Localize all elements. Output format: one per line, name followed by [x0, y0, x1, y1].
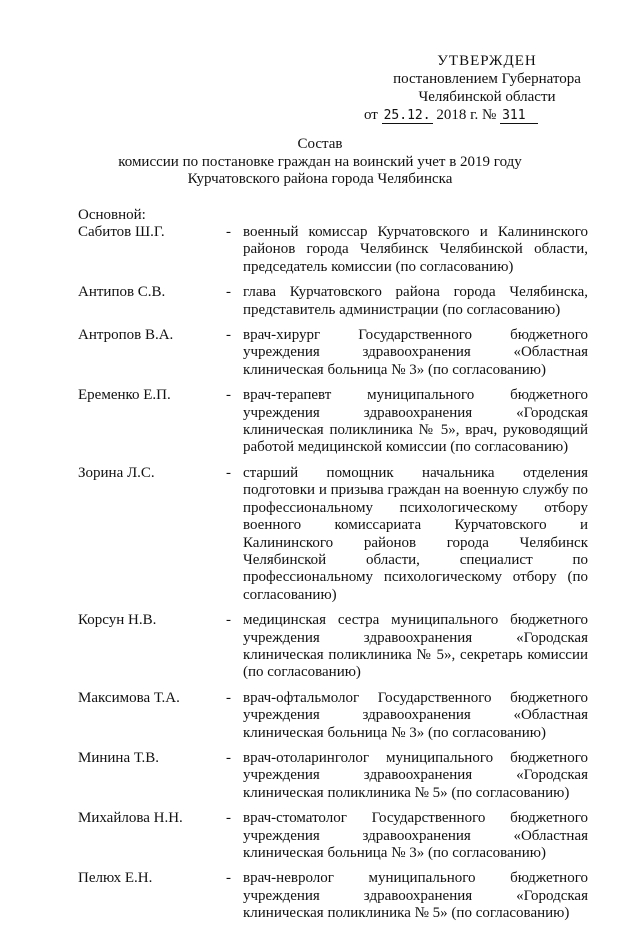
- approval-line-2: Челябинской области: [418, 89, 556, 105]
- section-label: Основной:: [78, 207, 146, 223]
- approval-title: УТВЕРЖДЕН: [437, 53, 537, 69]
- approval-date-line: [364, 106, 620, 124]
- member-description: врач-терапевт муниципального бюджетного учреждения здравоохранения «Городская клиническая поликлиника № 5», врач, руководящий работой медицинской комиссии (по согласованию): [243, 387, 588, 456]
- member-dash: -: [226, 612, 231, 629]
- member-description: врач-хирург Государственного бюджетного учреждения здравоохранения «Областная клиническая больница № 3» (по согласованию): [243, 327, 588, 378]
- member-name: Пелюх Е.Н.: [78, 870, 153, 887]
- title-line-2: комиссии по постановке граждан на воинский учет в 2019 году: [118, 153, 522, 170]
- member-name: Еременко Е.П.: [78, 387, 171, 404]
- member-description: врач-офтальмолог Государственного бюджетного учреждения здравоохранения «Областная клиническая больница № 3» (по согласованию): [243, 689, 588, 741]
- member-description: медицинская сестра муниципального бюджетного учреждения здравоохранения «Городская клиническая поликлиника № 5», секретарь комиссии (по согласованию): [243, 612, 588, 681]
- member-row: [78, 690, 588, 742]
- member-row: [78, 327, 588, 379]
- member-row: [78, 284, 588, 319]
- member-list: [78, 224, 588, 931]
- member-description: врач-отоларинголог муниципального бюджетного учреждения здравоохранения «Городская клиническая поликлиника № 5» (по согласованию): [243, 749, 588, 801]
- member-name: Михайлова Н.Н.: [78, 810, 183, 827]
- member-dash: -: [226, 689, 231, 706]
- member-name: Минина Т.В.: [78, 749, 160, 766]
- handwritten-date: 25.12.: [383, 108, 431, 123]
- member-row: [78, 750, 588, 802]
- handwritten-number: 311: [500, 109, 538, 124]
- member-description: глава Курчатовского района города Челябинска, представитель администрации (по согласованию): [243, 284, 588, 318]
- approval-block: [340, 52, 620, 124]
- approval-line-1: постановлением Губернатора: [393, 71, 581, 87]
- member-row: [78, 465, 588, 604]
- title-line-1: Состав: [297, 136, 343, 152]
- year-text: 2018 г. №: [436, 107, 497, 123]
- member-description: врач-стоматолог Государственного бюджетного учреждения здравоохранения «Областная клиническая больница № 3» (по согласованию): [243, 810, 588, 861]
- date-prefix: от: [364, 107, 378, 123]
- member-row: [78, 870, 588, 922]
- member-dash: -: [226, 327, 231, 344]
- title-line-3: Курчатовского района города Челябинска: [187, 171, 453, 187]
- document-title: [70, 136, 570, 189]
- member-dash: -: [226, 284, 231, 301]
- member-name: Антропов В.А.: [78, 327, 174, 344]
- member-name: Корсун Н.В.: [78, 612, 157, 629]
- member-name: Антипов С.В.: [78, 284, 166, 301]
- member-name: Зорина Л.С.: [78, 464, 155, 481]
- member-name: Сабитов Ш.Г.: [78, 224, 165, 240]
- member-description: старший помощник начальника отделения подготовки и призыва граждан на военную службу по профессиональному психологическому отбору военного комиссариата Курчатовского и Калининского районов города Челябинск Челябинской области, специалист по профессиональному психологическому отбору (по согласованию): [243, 464, 588, 603]
- member-row: [78, 810, 588, 862]
- member-name: Максимова Т.А.: [78, 689, 180, 706]
- member-dash: -: [226, 870, 231, 887]
- member-row: [78, 224, 588, 276]
- member-row: [78, 387, 588, 457]
- member-dash: -: [226, 387, 231, 404]
- member-row: [78, 612, 588, 682]
- member-dash: -: [226, 464, 231, 481]
- member-description: военный комиссар Курчатовского и Калининского районов города Челябинск Челябинской области, председатель комиссии (по согласованию): [243, 224, 588, 275]
- member-description: врач-невролог муниципального бюджетного учреждения здравоохранения «Городская клиническая поликлиника № 5» (по согласованию): [243, 870, 588, 922]
- member-dash: -: [226, 810, 231, 827]
- member-dash: -: [226, 224, 231, 240]
- member-dash: -: [226, 749, 231, 766]
